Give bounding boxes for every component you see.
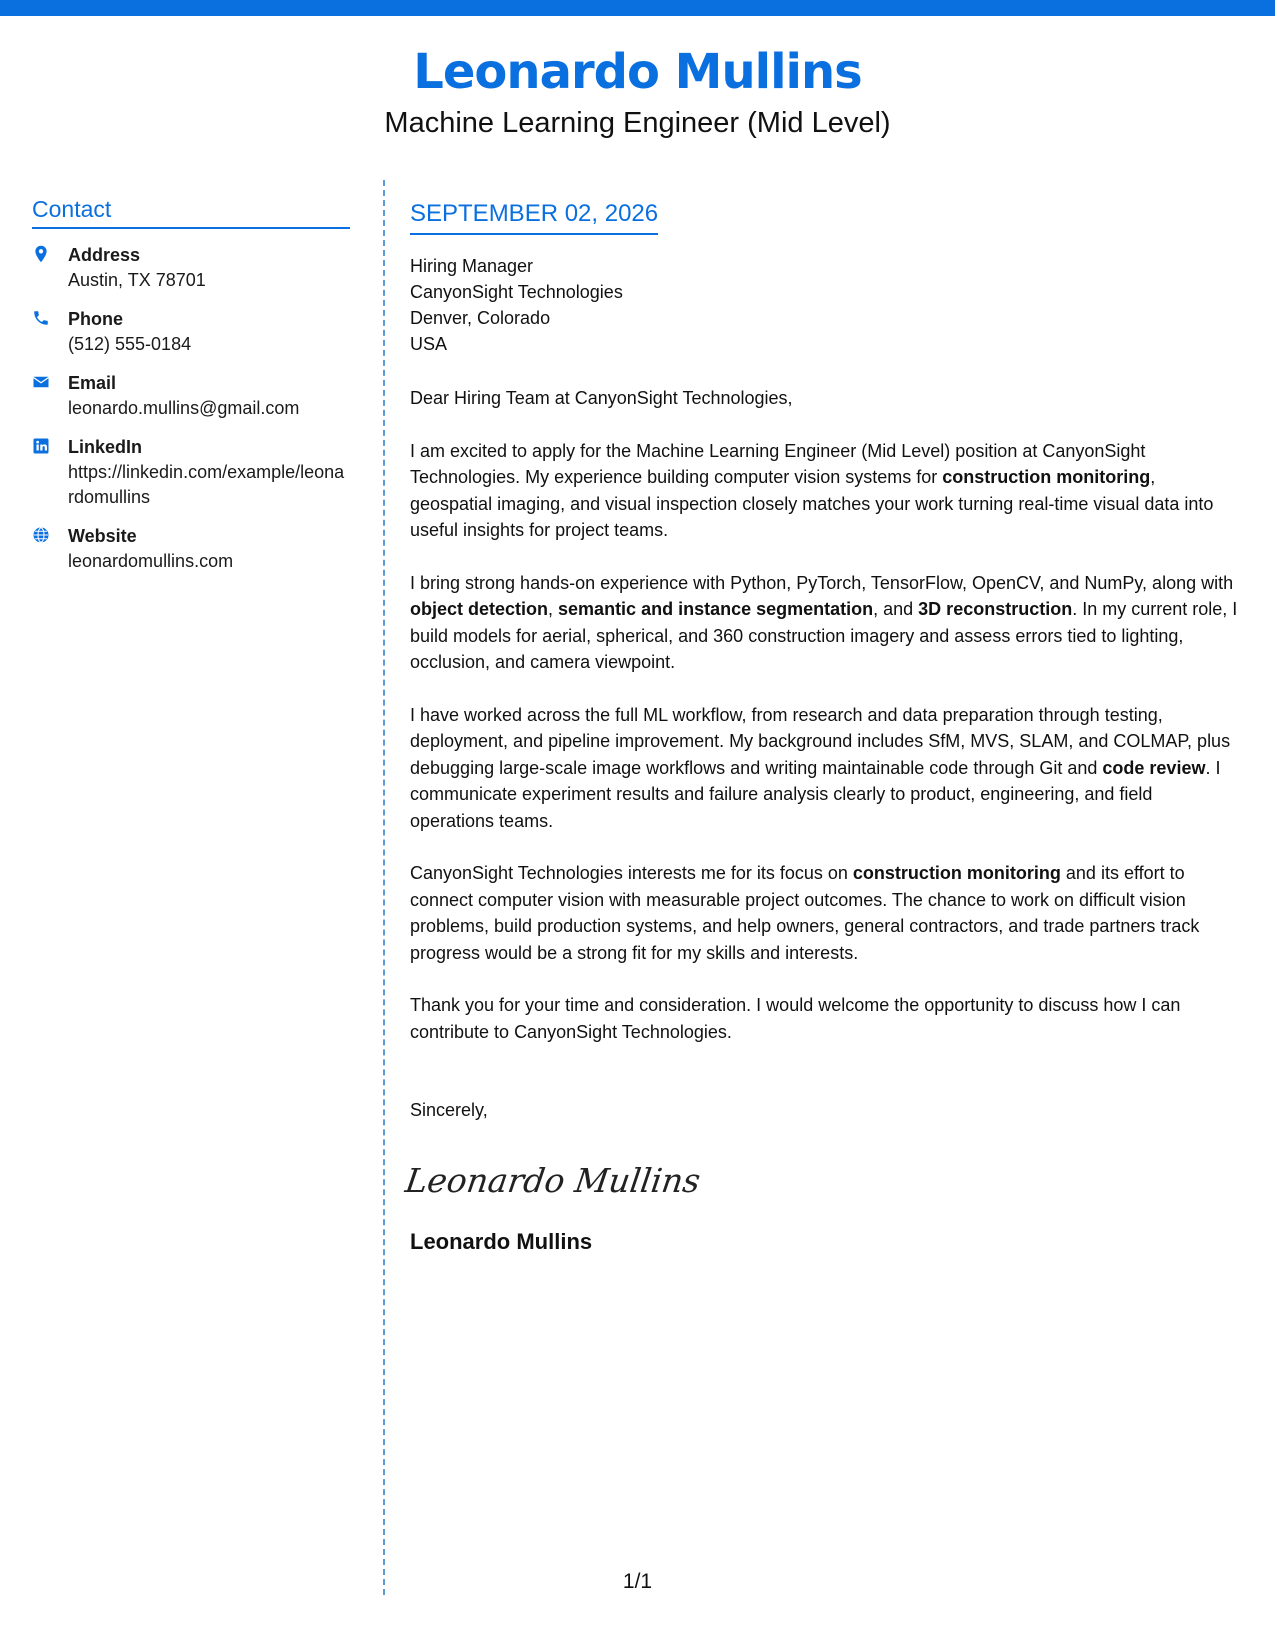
phone-icon	[32, 309, 50, 327]
email-label: Email	[68, 373, 117, 393]
address-label: Address	[68, 245, 141, 265]
bold-phrase: object detection	[410, 599, 549, 619]
signed-name: Leonardo Mullins	[410, 1229, 593, 1254]
closing: Sincerely,	[410, 1100, 488, 1120]
bold-phrase: semantic and instance segmentation	[558, 599, 874, 619]
recipient-block	[410, 253, 1240, 357]
bold-phrase: code review	[1102, 757, 1206, 778]
bold-phrase: construction monitoring	[852, 863, 1061, 883]
body-paragraph	[410, 570, 1240, 676]
website-label: Website	[68, 526, 137, 546]
text-run: , geospatial imaging, and visual inspection closely matches your work turning real-time visual data into useful insights for project teams.	[410, 467, 1214, 540]
body-paragraph	[410, 702, 1240, 835]
bold-phrase: 3D reconstruction	[918, 599, 1073, 619]
envelope-icon	[32, 373, 50, 391]
linkedin-icon	[32, 437, 50, 455]
contact-email	[32, 371, 350, 421]
address-value: Austin, TX 78701	[68, 270, 206, 290]
email-value[interactable]: leonardo.mullins@gmail.com	[68, 398, 300, 418]
contact-website	[32, 524, 350, 574]
svg-text:Leonardo Mullins: Leonardo Mullins	[402, 1160, 703, 1200]
letter-header	[0, 40, 1275, 142]
website-value[interactable]: leonardomullins.com	[68, 551, 234, 571]
contact-phone	[32, 307, 350, 357]
body-paragraph	[410, 992, 1240, 1045]
salutation: Dear Hiring Team at CanyonSight Technologies,	[410, 388, 793, 408]
text-run: and its effort to connect computer vision with measurable project outcomes. The chance to work on difficult vision problems, build production systems, and help owners, general contractors, and trade partners track progress would be a strong fit for my skills and interests.	[410, 863, 1200, 963]
text-run: , and	[873, 599, 919, 619]
linkedin-value[interactable]: https://linkedin.com/example/leonardomullins	[68, 462, 345, 507]
applicant-name: Leonardo Mullins	[413, 44, 862, 100]
letter-date: SEPTEMBER 02, 2026	[410, 198, 658, 235]
text-run: . I communicate experiment results and failure analysis clearly to product, engineering, and field operations teams.	[410, 757, 1221, 831]
phone-label: Phone	[68, 309, 124, 329]
bold-phrase: construction monitoring	[942, 467, 1151, 487]
text-run: I am excited to apply for the Machine Learning Engineer (Mid Level) position at CanyonSight Technologies. My experience building computer vision systems for	[410, 440, 1146, 487]
globe-icon	[32, 526, 50, 544]
text-run: I have worked across the full ML workflow, from research and data preparation through testing, deployment, and pipeline improvement. My background includes SfM, MVS, SLAM, and COLMAP, plus debugging large-scale image workflows and writing maintainable code through Git and	[410, 704, 1231, 778]
contact-address	[32, 243, 350, 293]
text-run: I bring strong hands-on experience with Python, PyTorch, TensorFlow, OpenCV, and NumPy, along with	[410, 572, 1234, 593]
text-run: ,	[548, 599, 559, 619]
linkedin-label: LinkedIn	[68, 437, 143, 457]
recipient-line: Denver, Colorado	[410, 308, 551, 328]
text-run: Thank you for your time and consideration. I would welcome the opportunity to discuss how I can contribute to CanyonSight Technologies.	[410, 995, 1181, 1042]
page-number: 1/1	[622, 1570, 653, 1593]
top-accent-bar	[0, 0, 1275, 16]
recipient-line: CanyonSight Technologies	[410, 282, 623, 302]
letter-body	[402, 198, 1240, 1256]
contact-sidebar	[32, 195, 350, 574]
recipient-line: Hiring Manager	[410, 256, 534, 276]
column-divider	[383, 180, 385, 1595]
phone-value: (512) 555-0184	[68, 334, 192, 354]
body-paragraph	[410, 860, 1240, 966]
body-paragraph	[410, 438, 1240, 544]
recipient-line: USA	[410, 334, 448, 354]
applicant-role: Machine Learning Engineer (Mid Level)	[384, 107, 891, 139]
contact-linkedin	[32, 435, 350, 510]
handwritten-signature	[402, 1150, 703, 1208]
contact-heading: Contact	[32, 195, 350, 229]
text-run: CanyonSight Technologies interests me for its focus on	[410, 863, 853, 883]
text-run: . In my current role, I build models for aerial, spherical, and 360 construction imagery and assess errors tied to lighting, occlusion, and camera viewpoint.	[410, 599, 1238, 672]
map-pin-icon	[32, 245, 50, 263]
